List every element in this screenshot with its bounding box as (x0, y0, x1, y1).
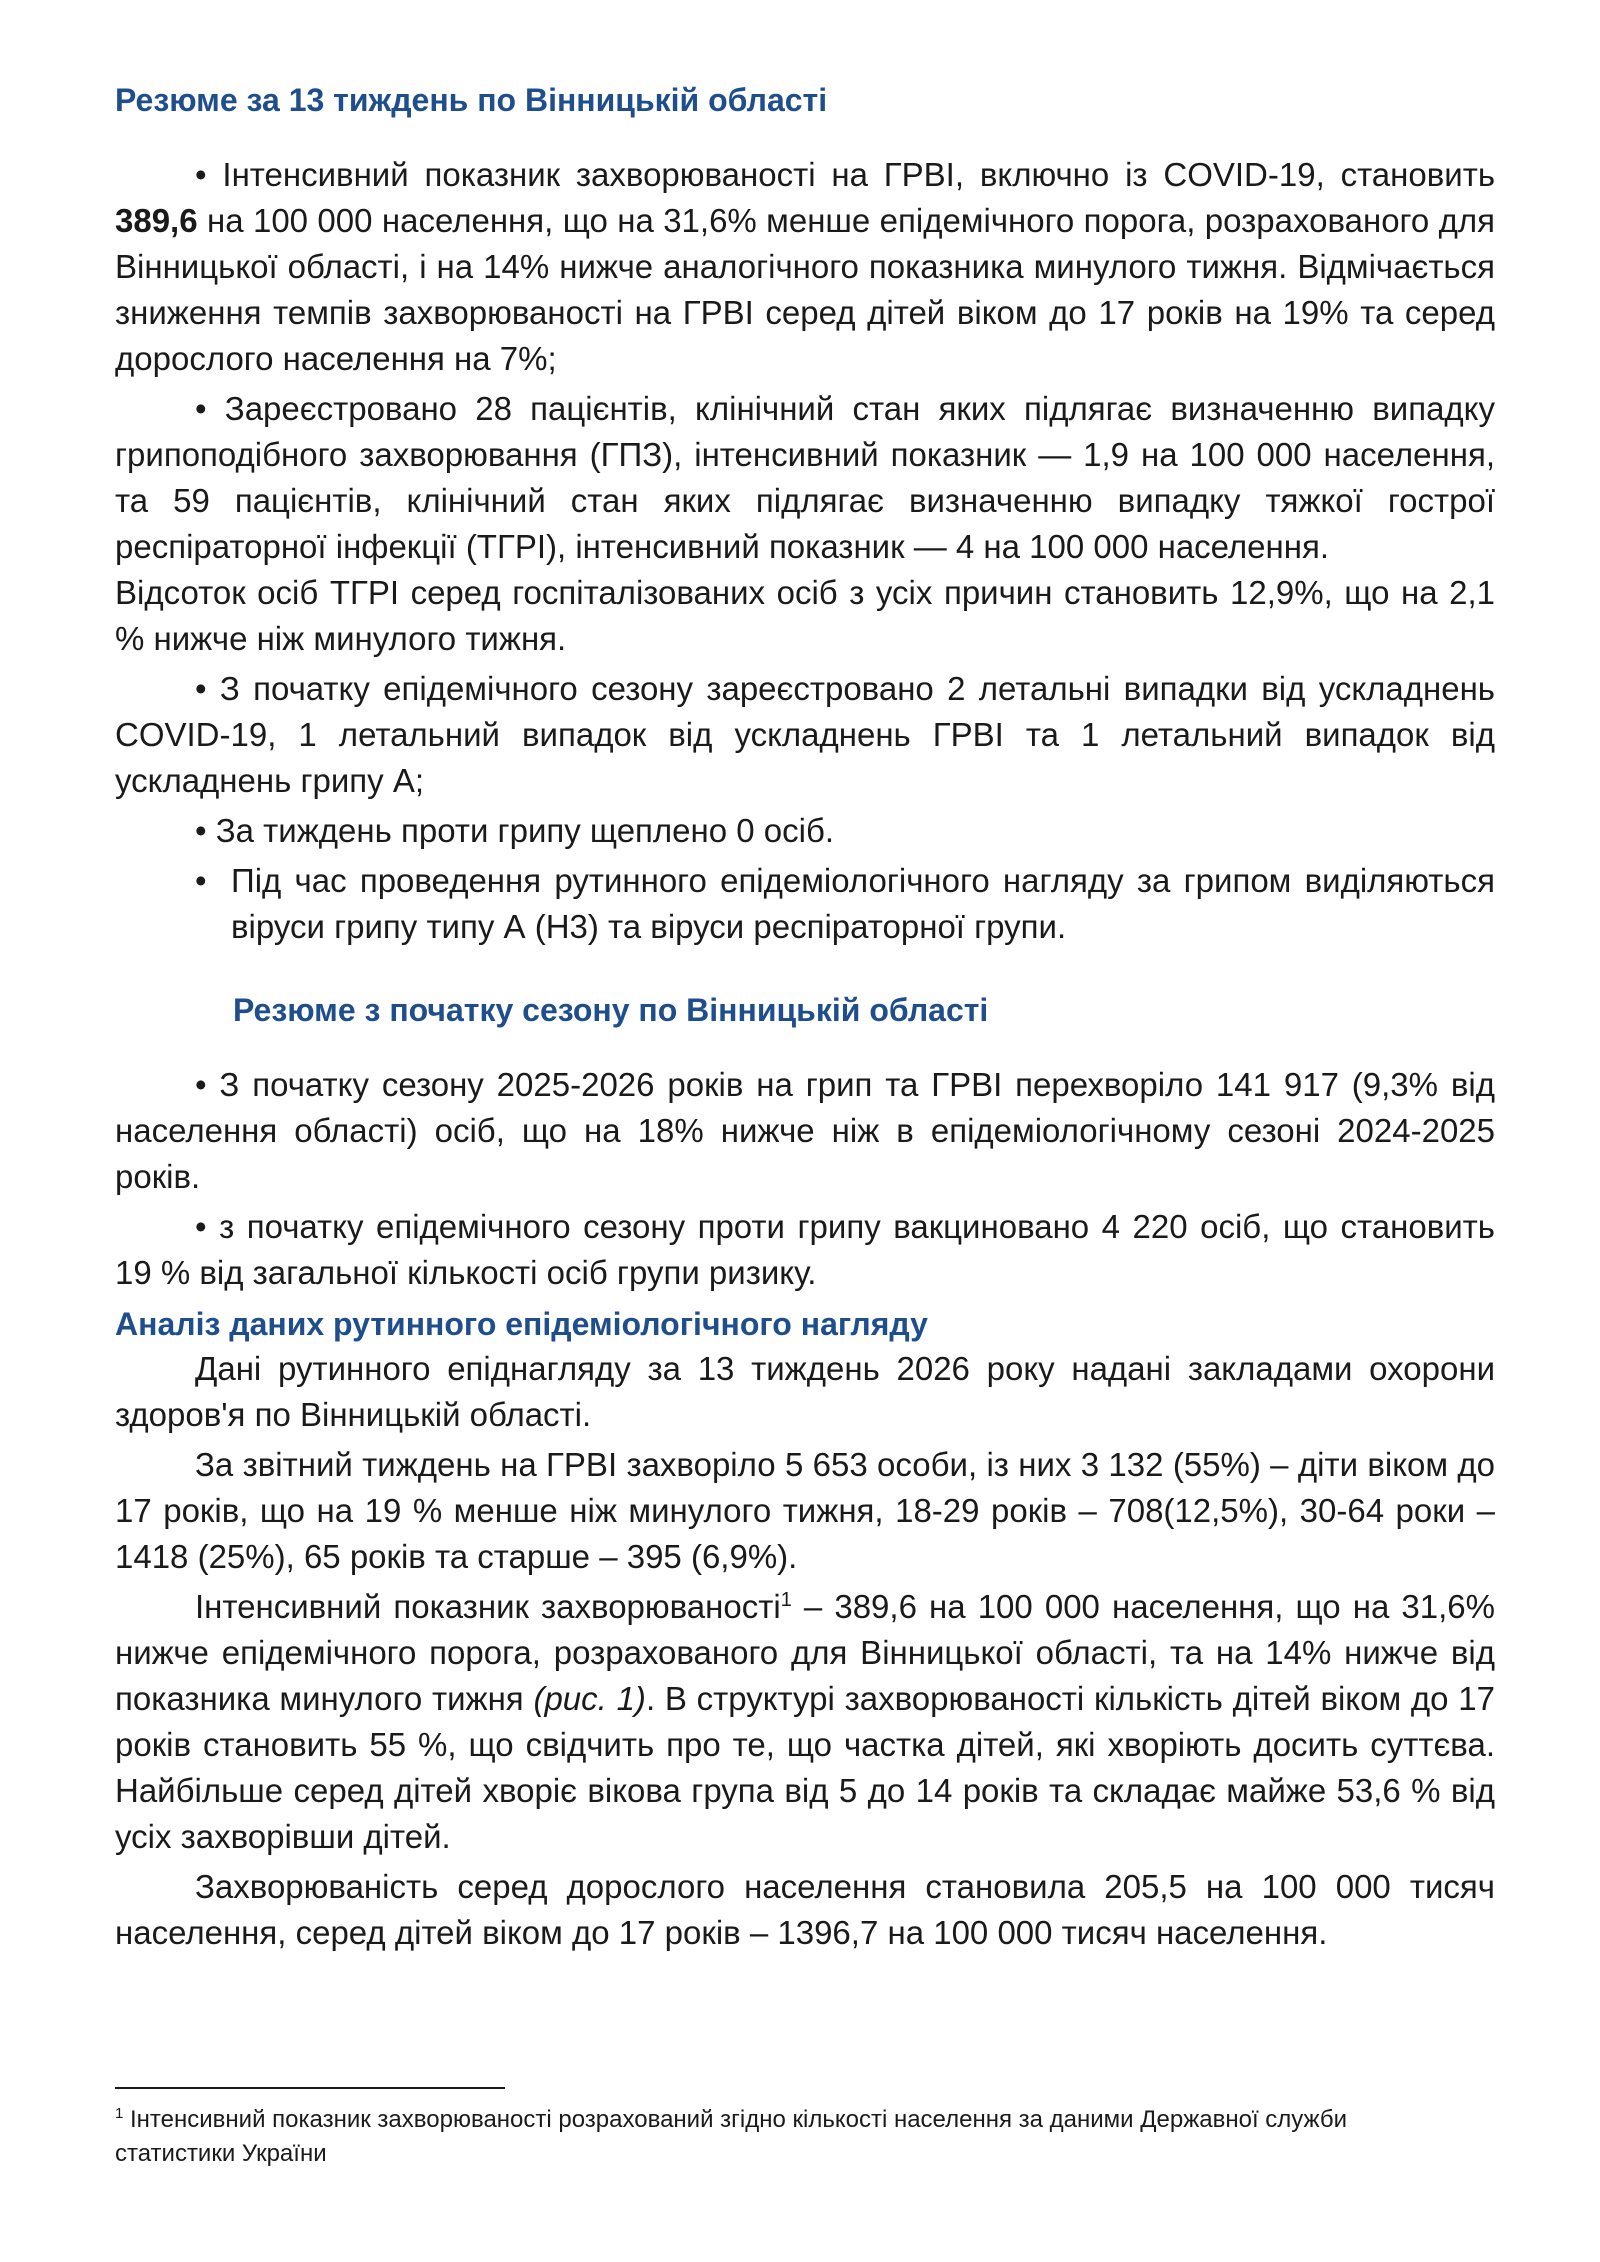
figure-reference: (рис. 1) (533, 1680, 646, 1717)
week-bullet-3: • З початку епідемічного сезону зареєстровано 2 летальні випадки від ускладнень COVID-19, 1 летальний випадок від ускладнень ГРВІ та 1 летальний випадок від ускладнень грипу А; (115, 670, 1495, 799)
week-bullet-1-text-b: на 100 000 населення, що на 31,6% менше епідемічного порога, розрахованого для Вінницької області, і на 14% нижче аналогічного показника минулого тижня. Відмічається зниження темпів захворюваності на ГРВІ серед дітей віком до 17 років на 19% та серед дорослого населення на 7%; (115, 202, 1495, 377)
analysis-paragraph-1: Дані рутинного епіднагляду за 13 тиждень 2026 року надані закладами охорони здоров'я по Вінницькій області. (115, 1350, 1495, 1433)
season-bullet-2: • з початку епідемічного сезону проти грипу вакциновано 4 220 осіб, що становить 19 % від загальної кількості осіб групи ризику. (115, 1208, 1495, 1291)
week-bullet-1-text-a: Інтенсивний показник захворюваності на ГРВІ, включно із COVID-19, становить (222, 156, 1496, 193)
footnote-reference: 1 (780, 1589, 792, 1611)
week-bullet-2: • Зареєстровано 28 пацієнтів, клінічний стан яких підлягає визначенню випадку грипоподібного захворювання (ГПЗ), інтенсивний показник — 1,9 на 100 000 населення, та 59 пацієнтів, клінічний стан яких підлягає визначенню випадку тяжкої гострої респіраторної інфекції (ТГРІ), інтенсивний показник — 4 на 100 000 населення. (115, 390, 1495, 565)
week-bullet-4: • За тиждень проти грипу щеплено 0 осіб. (195, 812, 835, 849)
analysis-p3-text-a: Інтенсивний показник захворюваності (195, 1588, 781, 1625)
bullet-marker: • (195, 156, 207, 193)
analysis-p3-text-b: – 389,6 на 100 000 населення, що на 31,6% нижче епідемічного порога, розрахованого для Вінницької області, та на 14% нижче від показника минулого тижня (115, 1588, 1495, 1717)
week-bullet-1 (115, 152, 1495, 382)
analysis-paragraph-3 (115, 1584, 1495, 1860)
analysis-paragraph-2: За звітний тиждень на ГРВІ захворіло 5 653 особи, із них 3 132 (55%) – діти віком до 17 років, що на 19 % менше ніж минулого тижня, 18-29 років – 708(12,5%), 30-64 роки – 1418 (25%), 65 років та старше – 395 (6,9%). (115, 1446, 1495, 1575)
heading-analysis: Аналіз даних рутинного епідеміологічного нагляду (115, 1306, 928, 1342)
footnote-marker: 1 (115, 2105, 124, 2122)
bullet-marker: • (195, 862, 207, 899)
week-bullet-5-text: Під час проведення рутинного епідеміологічного нагляду за грипом виділяються віруси грипу типу А (Н3) та віруси респіраторної групи. (231, 862, 1495, 945)
week-bullet-5 (195, 858, 1495, 950)
analysis-p3-text-c: . В структурі захворюваності кількість дітей віком до 17 років становить 55 %, що свідчить про те, що частка дітей, які хворіють досить суттєва. Найбільше серед дітей хворіє вікова група від 5 до 14 років та складає майже 53,6 % від усіх захворівши дітей. (115, 1680, 1496, 1855)
footnote (115, 2103, 1415, 2171)
incidence-value: 389,6 (115, 202, 198, 239)
season-bullet-1: • З початку сезону 2025-2026 років на грип та ГРВІ перехворіло 141 917 (9,3% від населення області) осіб, що на 18% нижче ніж в епідеміологічному сезоні 2024-2025 років. (115, 1066, 1495, 1195)
footnote-separator (115, 2087, 505, 2089)
week-bullet-2-continuation: Відсоток осіб ТГРІ серед госпіталізованих осіб з усіх причин становить 12,9%, що на 2,1 % нижче ніж минулого тижня. (115, 574, 1495, 657)
document-page (115, 78, 1495, 1956)
heading-season-summary: Резюме з початку сезону по Вінницькій області (233, 992, 989, 1028)
analysis-paragraph-4: Захворюваність серед дорослого населення становила 205,5 на 100 000 тисяч населення, серед дітей віком до 17 років – 1396,7 на 100 000 тисяч населення. (115, 1868, 1495, 1951)
heading-week-summary: Резюме за 13 тиждень по Вінницькій області (115, 82, 828, 118)
footnote-text: Інтенсивний показник захворюваності розрахований згідно кількості населення за даними Державної служби статистики України (115, 2106, 1348, 2167)
